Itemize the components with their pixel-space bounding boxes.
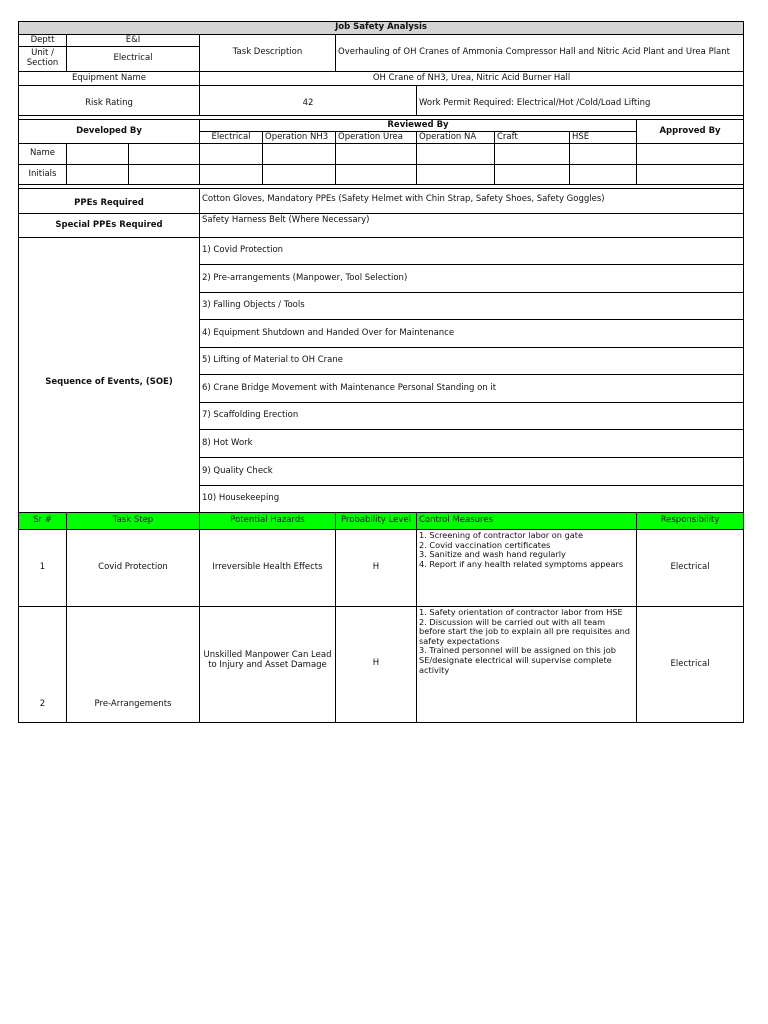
task-description-value: Overhauling of OH Cranes of Ammonia Compressor Hall and Nitric Acid Plant and Urea Plant — [336, 35, 744, 72]
initials-cell-developer — [67, 165, 129, 185]
header-task-step: Task Step — [67, 513, 200, 530]
equipment-name-label: Equipment Name — [19, 72, 200, 86]
soe-item: 4) Equipment Shutdown and Handed Over for Maintenance — [200, 320, 744, 348]
soe-item: 9) Quality Check — [200, 458, 744, 486]
unit-label: Unit / Section — [19, 47, 67, 72]
row-probability: H — [336, 530, 417, 607]
row-responsibility: Electrical — [637, 530, 744, 607]
ppes-required-label: PPEs Required — [19, 189, 200, 214]
review-col-operation-na: Operation NA — [417, 132, 495, 144]
initials-cell-craft — [495, 165, 570, 185]
header-probability-level: Probability Level — [336, 513, 417, 530]
job-safety-analysis-table — [18, 21, 744, 723]
soe-item: 3) Falling Objects / Tools — [200, 293, 744, 320]
initials-cell-approver — [637, 165, 744, 185]
sequence-of-events-label: Sequence of Events, (SOE) — [19, 238, 200, 513]
name-cell-hse — [570, 144, 637, 165]
initials-cell-electrical — [200, 165, 263, 185]
form-title: Job Safety Analysis — [19, 22, 744, 35]
deptt-label: Deptt — [19, 35, 67, 47]
row-sr: 1 — [19, 530, 67, 607]
header-sr: Sr # — [19, 513, 67, 530]
control-measure-item: 3. Trained personnel will be assigned on this job SE/designate electrical will supervise complete activity — [419, 645, 616, 675]
soe-item: 10) Housekeeping — [200, 486, 744, 513]
special-ppes-value: Safety Harness Belt (Where Necessary) — [200, 214, 744, 238]
name-cell-approver — [637, 144, 744, 165]
work-permit-required: Work Permit Required: Electrical/Hot /Cold/Load Lifting — [417, 86, 744, 116]
row-task-step: Pre-Arrangements — [67, 607, 200, 723]
soe-item: 5) Lifting of Material to OH Crane — [200, 348, 744, 375]
control-measure-item: 1. Screening of contractor labor on gate — [419, 530, 584, 540]
name-row-label: Name — [19, 144, 67, 165]
review-col-craft: Craft — [495, 132, 570, 144]
task-description-label: Task Description — [200, 35, 336, 72]
control-measure-item: 1. Safety orientation of contractor labor from HSE — [419, 607, 623, 617]
initials-cell-developer-2 — [129, 165, 200, 185]
review-col-operation-nh3: Operation NH3 — [263, 132, 336, 144]
name-cell-electrical — [200, 144, 263, 165]
initials-cell-operation-urea — [336, 165, 417, 185]
deptt-value: E&I — [67, 35, 200, 47]
row-control-measures — [417, 607, 637, 723]
name-cell-craft — [495, 144, 570, 165]
soe-item: 8) Hot Work — [200, 430, 744, 458]
row-control-measures — [417, 530, 637, 607]
table-row — [19, 607, 744, 723]
control-measure-item: 2. Discussion will be carried out with all team before start the job to explain all pre requisites and safety expectations — [419, 616, 630, 646]
soe-item: 1) Covid Protection — [200, 238, 744, 265]
name-cell-developer-2 — [129, 144, 200, 165]
soe-item: 7) Scaffolding Erection — [200, 403, 744, 430]
ppes-required-value: Cotton Gloves, Mandatory PPEs (Safety Helmet with Chin Strap, Safety Shoes, Safety Goggles) — [200, 189, 744, 214]
reviewed-by-label: Reviewed By — [200, 120, 637, 132]
name-cell-operation-nh3 — [263, 144, 336, 165]
risk-rating-label: Risk Rating — [19, 86, 200, 116]
equipment-name-value: OH Crane of NH3, Urea, Nitric Acid Burner Hall — [200, 72, 744, 86]
row-hazard: Unskilled Manpower Can Lead to Injury and Asset Damage — [200, 607, 336, 723]
name-cell-operation-na — [417, 144, 495, 165]
initials-cell-operation-nh3 — [263, 165, 336, 185]
review-col-electrical: Electrical — [200, 132, 263, 144]
row-sr: 2 — [19, 607, 67, 723]
name-cell-operation-urea — [336, 144, 417, 165]
review-col-operation-urea: Operation Urea — [336, 132, 417, 144]
header-potential-hazards: Potential Hazards — [200, 513, 336, 530]
row-task-step: Covid Protection — [67, 530, 200, 607]
header-responsibility: Responsibility — [637, 513, 744, 530]
review-col-hse: HSE — [570, 132, 637, 144]
approved-by-label: Approved By — [637, 120, 744, 144]
initials-cell-hse — [570, 165, 637, 185]
developed-by-label: Developed By — [19, 120, 200, 144]
unit-value: Electrical — [67, 47, 200, 72]
initials-row-label: Initials — [19, 165, 67, 185]
soe-item: 2) Pre-arrangements (Manpower, Tool Selection) — [200, 265, 744, 293]
control-measure-item: 2. Covid vaccination certificates — [419, 539, 551, 550]
risk-rating-value: 42 — [200, 86, 417, 116]
row-responsibility: Electrical — [637, 607, 744, 723]
header-control-measures: Control Measures — [417, 513, 637, 530]
control-measure-item: 3. Sanitize and wash hand regularly — [419, 549, 566, 560]
special-ppes-label: Special PPEs Required — [19, 214, 200, 238]
row-probability: H — [336, 607, 417, 723]
row-hazard: Irreversible Health Effects — [200, 530, 336, 607]
control-measure-item: 4. Report if any health related symptoms appears — [419, 558, 624, 569]
table-row — [19, 530, 744, 607]
initials-cell-operation-na — [417, 165, 495, 185]
name-cell-developer — [67, 144, 129, 165]
soe-item: 6) Crane Bridge Movement with Maintenance Personal Standing on it — [200, 375, 744, 403]
